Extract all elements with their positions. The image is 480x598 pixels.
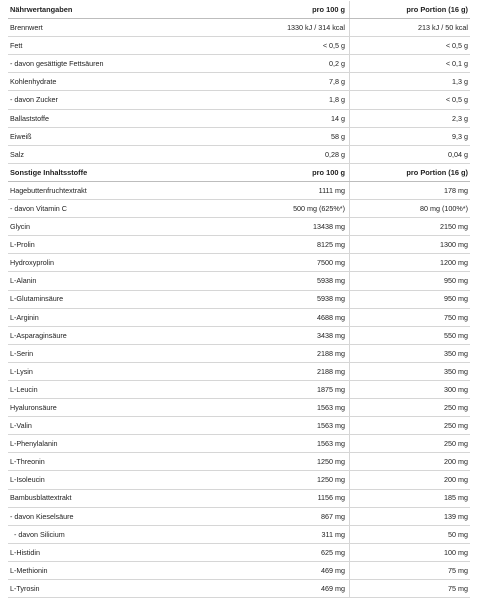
nutrient-name: - davon Silicium xyxy=(10,529,65,539)
table-row xyxy=(8,73,470,91)
value-per-100g: 1250 mg xyxy=(317,457,345,467)
table-row xyxy=(8,91,470,109)
value-per-portion: 1,3 g xyxy=(349,73,470,90)
nutrient-name: L-Prolin xyxy=(10,240,35,250)
nutrient-name: - davon Kieselsäure xyxy=(10,511,74,521)
value-per-100g: 500 mg (625%*) xyxy=(293,203,345,213)
value-per-portion: 75 mg xyxy=(349,562,470,579)
nutrient-name: Kohlenhydrate xyxy=(10,77,57,87)
table-row xyxy=(8,309,470,327)
value-per-100g: 1156 mg xyxy=(317,493,345,503)
nutrient-name: Hydroxyprolin xyxy=(10,258,54,268)
value-per-portion: 2,3 g xyxy=(349,110,470,127)
value-per-portion: 350 mg xyxy=(349,363,470,380)
nutrient-name: L-Methionin xyxy=(10,565,48,575)
table-row xyxy=(8,435,470,453)
nutrient-name: L-Glutaminsäure xyxy=(10,294,64,304)
value-per-100g: 4688 mg xyxy=(317,312,345,322)
value-per-100g: 7,8 g xyxy=(329,77,345,87)
nutrient-name: L-Alanin xyxy=(10,276,37,286)
table-row xyxy=(8,146,470,164)
nutrient-name: Hyaluronsäure xyxy=(10,403,57,412)
value-per-100g: 1,8 g xyxy=(329,95,345,105)
header-per-100g: pro 100 g xyxy=(312,167,345,177)
value-per-portion: 185 mg xyxy=(349,490,470,507)
table-row xyxy=(8,110,470,128)
value-per-portion: 80 mg (100%*) xyxy=(349,200,470,217)
value-per-portion: 213 kJ / 50 kcal xyxy=(349,19,470,36)
nutrient-name: L-Histidin xyxy=(10,547,40,557)
value-per-portion: 550 mg xyxy=(349,327,470,344)
value-per-portion: < 0,1 g xyxy=(349,55,470,72)
nutrient-name: Fett xyxy=(10,41,23,51)
value-per-100g: 1111 mg xyxy=(318,185,345,195)
table-row xyxy=(8,417,470,435)
table-row xyxy=(8,327,470,345)
value-per-portion: 250 mg xyxy=(349,435,470,452)
value-per-100g: 7500 mg xyxy=(317,258,345,268)
table-row xyxy=(8,508,470,526)
table-row xyxy=(8,37,470,55)
value-per-100g: 0,2 g xyxy=(329,59,345,69)
table-row xyxy=(8,345,470,363)
nutrient-name: Salz xyxy=(10,149,24,159)
header-label: Nährwertangaben xyxy=(10,4,73,14)
header-per-100g: pro 100 g xyxy=(312,4,345,14)
nutrient-name: - davon gesättigte Fettsäuren xyxy=(10,59,104,69)
nutrient-name: L-Asparaginsäure xyxy=(10,330,67,340)
value-per-100g: 2188 mg xyxy=(317,348,345,358)
value-per-100g: 58 g xyxy=(331,131,345,141)
nutrient-name: Bambusblattextrakt xyxy=(10,493,72,503)
value-per-100g: 2188 mg xyxy=(317,366,345,376)
table-row xyxy=(8,272,470,290)
table-row xyxy=(8,200,470,218)
value-per-100g: 1563 mg xyxy=(317,439,345,449)
value-per-100g: 5938 mg xyxy=(317,294,345,304)
value-per-portion: 950 mg xyxy=(349,272,470,289)
table-row xyxy=(8,236,470,254)
value-per-100g: 14 g xyxy=(331,113,345,123)
table-row xyxy=(8,254,470,272)
nutrient-name: L-Leucin xyxy=(10,384,38,394)
value-per-100g: 625 mg xyxy=(321,547,345,557)
value-per-portion: 50 mg xyxy=(349,526,470,543)
table-row xyxy=(8,363,470,381)
value-per-portion: 750 mg xyxy=(349,309,470,326)
value-per-portion: 1200 mg xyxy=(349,254,470,271)
value-per-portion: 200 mg xyxy=(349,453,470,470)
value-per-portion: < 0,5 g xyxy=(349,91,470,108)
nutrient-name: Ballaststoffe xyxy=(10,113,50,123)
table-row xyxy=(8,381,470,399)
value-per-portion: 1300 mg xyxy=(349,236,470,253)
nutrient-name: Glycin xyxy=(10,222,30,232)
value-per-100g: 1875 mg xyxy=(317,384,345,394)
value-per-portion: 139 mg xyxy=(349,508,470,525)
table-row xyxy=(8,19,470,37)
value-per-100g: 469 mg xyxy=(321,583,345,593)
value-per-100g: 3438 mg xyxy=(317,330,345,340)
nutrient-name: L-Arginin xyxy=(10,312,39,322)
value-per-portion: 250 mg xyxy=(349,417,470,434)
nutrient-name: Hagebuttenfruchtextrakt xyxy=(10,185,87,195)
value-per-portion: 300 mg xyxy=(349,381,470,398)
section-header xyxy=(8,1,470,19)
table-row xyxy=(8,544,470,562)
table-row xyxy=(8,580,470,598)
nutrient-name: L-Lysin xyxy=(10,366,33,376)
value-per-portion: 0,04 g xyxy=(349,146,470,163)
header-per-portion: pro Portion (16 g) xyxy=(349,1,470,18)
value-per-portion: 100 mg xyxy=(349,544,470,561)
value-per-100g: 1330 kJ / 314 kcal xyxy=(287,23,345,33)
nutrient-name: Eiweiß xyxy=(10,131,32,141)
nutrient-name: L-Tyrosin xyxy=(10,583,40,593)
value-per-100g: 0,28 g xyxy=(325,149,345,159)
table-row xyxy=(8,453,470,471)
value-per-100g: 1563 mg xyxy=(317,421,345,431)
header-label: Sonstige Inhaltsstoffe xyxy=(10,167,88,177)
value-per-portion: 950 mg xyxy=(349,291,470,308)
value-per-100g: 469 mg xyxy=(321,565,345,575)
value-per-100g: 8125 mg xyxy=(317,240,345,250)
table-row xyxy=(8,562,470,580)
value-per-portion: 350 mg xyxy=(349,345,470,362)
value-per-portion: 200 mg xyxy=(349,471,470,488)
nutrition-table xyxy=(8,1,470,598)
value-per-portion: 2150 mg xyxy=(349,218,470,235)
nutrient-name: - davon Zucker xyxy=(10,95,58,105)
table-row xyxy=(8,291,470,309)
table-row xyxy=(8,128,470,146)
table-row xyxy=(8,218,470,236)
table-row xyxy=(8,55,470,73)
table-row xyxy=(8,399,470,417)
header-per-portion: pro Portion (16 g) xyxy=(349,164,470,181)
value-per-100g: < 0,5 g xyxy=(322,41,345,51)
nutrient-name: L-Serin xyxy=(10,348,34,358)
value-per-portion: 75 mg xyxy=(349,580,470,597)
value-per-portion: 9,3 g xyxy=(349,128,470,145)
nutrient-name: Brennwert xyxy=(10,23,43,33)
value-per-100g: 311 mg xyxy=(321,529,345,539)
table-row xyxy=(8,182,470,200)
nutrient-name: - davon Vitamin C xyxy=(10,203,67,213)
value-per-100g: 1250 mg xyxy=(317,475,345,485)
value-per-100g: 1563 mg xyxy=(317,403,345,412)
value-per-100g: 5938 mg xyxy=(317,276,345,286)
table-row xyxy=(8,490,470,508)
section-header xyxy=(8,164,470,182)
table-row xyxy=(8,471,470,489)
value-per-portion: < 0,5 g xyxy=(349,37,470,54)
nutrient-name: L-Phenylalanin xyxy=(10,439,58,449)
table-row xyxy=(8,526,470,544)
value-per-100g: 867 mg xyxy=(321,511,345,521)
value-per-portion: 178 mg xyxy=(349,182,470,199)
nutrient-name: L-Threonin xyxy=(10,457,45,467)
nutrient-name: L-Valin xyxy=(10,421,32,431)
value-per-100g: 13438 mg xyxy=(313,222,345,232)
value-per-portion: 250 mg xyxy=(349,399,470,416)
nutrient-name: L-Isoleucin xyxy=(10,475,45,485)
